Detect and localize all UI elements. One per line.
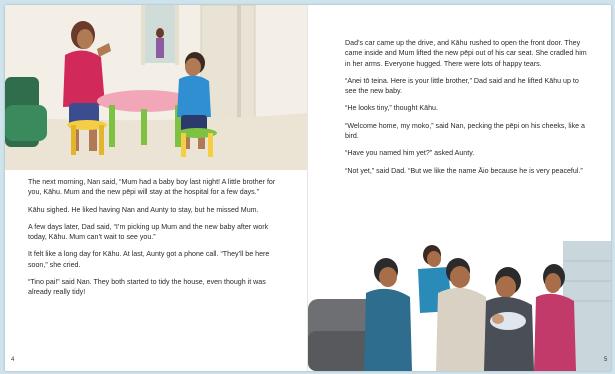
paragraph: “Have you named him yet?” asked Aunty. (345, 149, 475, 158)
paragraph: “Anei tō teina. Here is your little brother,” Dad said and he lifted Kāhu up to see the new baby. (345, 76, 579, 96)
book-spread (5, 5, 611, 371)
family-hug-illustration (308, 241, 611, 371)
right-page-text (345, 38, 590, 183)
kitchen-scene-illustration (5, 5, 308, 170)
paragraph: “Tino pai!” said Nan. They both started to tidy the house, even though it was already really tidy! (28, 278, 266, 297)
paragraph: The next morning, Nan said, “Mum had a baby boy last night! A little brother for you, Kāhu. Mum and the new pēpi will stay at the hospital for a few days.” (28, 178, 276, 197)
left-page (5, 5, 308, 371)
paragraph: It felt like a long day for Kāhu. At last, Aunty got a phone call. “They’ll be here soon,” she cried. (28, 250, 270, 269)
paragraph: A few days later, Dad said, “I’m picking up Mum and the new baby after work today, Kāhu. Mum can’t wait to see you.” (28, 222, 269, 242)
paragraph: “Welcome home, my moko,” said Nan, pecking the pēpi on his cheeks, like a bird. (345, 121, 585, 141)
paragraph: Kāhu sighed. He liked having Nan and Aunty to stay, but he missed Mum. (28, 205, 259, 214)
paragraph: Dad’s car came up the drive, and Kāhu rushed to open the front door. They came inside and Mum lifted the new pēpi out of his car seat. She cradled him in her arms. Everyone hugged. There were lots of happy tears. (345, 39, 587, 68)
page-number: 4 (11, 357, 15, 363)
right-page (308, 5, 611, 371)
page-number: 5 (604, 357, 608, 363)
left-page-text (28, 177, 283, 305)
paragraph: “Not yet,” said Dad. “But we like the name Āio because he is very peaceful.” (345, 166, 583, 175)
paragraph: “He looks tiny,” thought Kāhu. (345, 104, 438, 113)
